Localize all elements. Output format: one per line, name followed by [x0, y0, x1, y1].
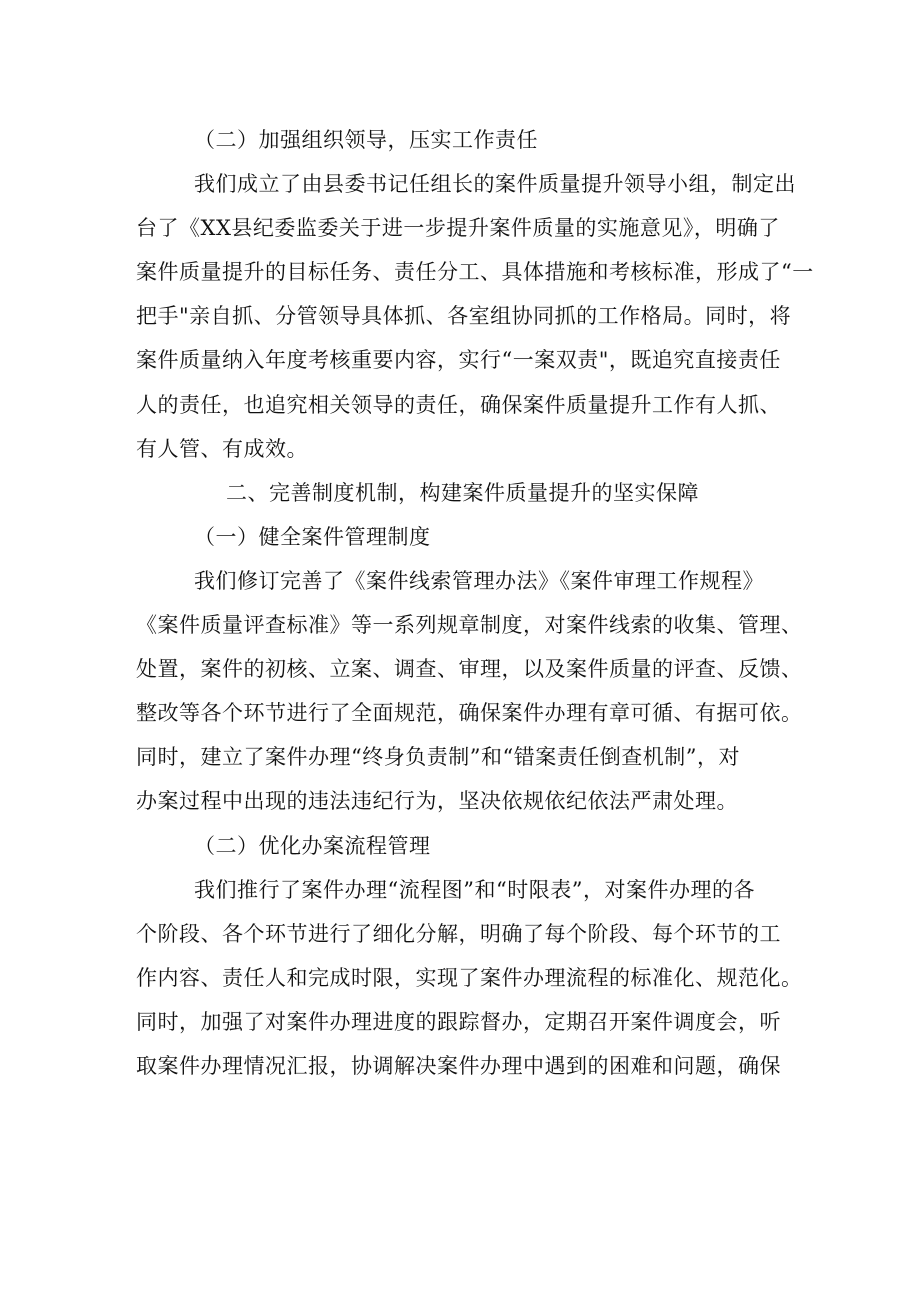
- paragraph-line: 案件质量纳入年度考核重要内容，实行“一案双责"，既追究直接责任: [136, 348, 781, 373]
- paragraph-line: 把手"亲自抓、分管领导具体抓、各室组协同抓的工作格局。同时，将: [136, 304, 792, 329]
- paragraph-line: 同时，建立了案件办理“终身负责制”和“错案责任倒查机制”，对: [136, 745, 740, 770]
- paragraph-line: 有人管、有成效。: [136, 436, 308, 461]
- paragraph-line: 我们修订完善了《案件线索管理办法》《案件审理工作规程》: [194, 568, 764, 593]
- paragraph-line: 我们成立了由县委书记任组长的案件质量提升领导小组，制定出: [194, 172, 796, 197]
- paragraph-line: 个阶段、各个环节进行了细化分解，明确了每个阶段、每个环节的工: [136, 921, 781, 946]
- paragraph-line: 整改等各个环节进行了全面规范，确保案件办理有章可循、有据可依。: [136, 701, 803, 726]
- paragraph-line: 人的责任，也追究相关领导的责任，确保案件质量提升工作有人抓、: [136, 392, 781, 417]
- subsection-heading: （二）加强组织领导，压实工作责任: [194, 128, 538, 152]
- paragraph-line: 取案件办理情况汇报，协调解决案件办理中遇到的困难和问题，确保: [136, 1053, 781, 1078]
- paragraph-line: 案件质量提升的目标任务、责任分工、具体措施和考核标准，形成了“一: [136, 260, 814, 285]
- paragraph-line: 作内容、责任人和完成时限，实现了案件办理流程的标准化、规范化。: [136, 965, 803, 990]
- paragraph-line: 处置，案件的初核、立案、调查、审理，以及案件质量的评查、反馈、: [136, 657, 803, 682]
- paragraph-line: 办案过程中出现的违法违纪行为，坚决依规依纪依法严肃处理。: [136, 789, 738, 814]
- document-body: [136, 118, 814, 1088]
- section-heading: 二、完善制度机制，构建案件质量提升的坚实保障: [226, 480, 699, 505]
- paragraph-line: 同时，加强了对案件办理进度的跟踪督办，定期召开案件调度会，听: [136, 1009, 781, 1034]
- paragraph-line: 台了《XX县纪委监委关于进一步提升案件质量的实施意见》，明确了: [136, 216, 780, 241]
- paragraph-line: 《案件质量评查标准》等一系列规章制度，对案件线索的收集、管理、: [136, 613, 803, 638]
- paragraph-line: 我们推行了案件办理“流程图”和“时限表”，对案件办理的各: [194, 877, 755, 902]
- subsection-heading: （一）健全案件管理制度: [194, 524, 431, 549]
- subsection-heading: （二）优化办案流程管理: [194, 833, 431, 858]
